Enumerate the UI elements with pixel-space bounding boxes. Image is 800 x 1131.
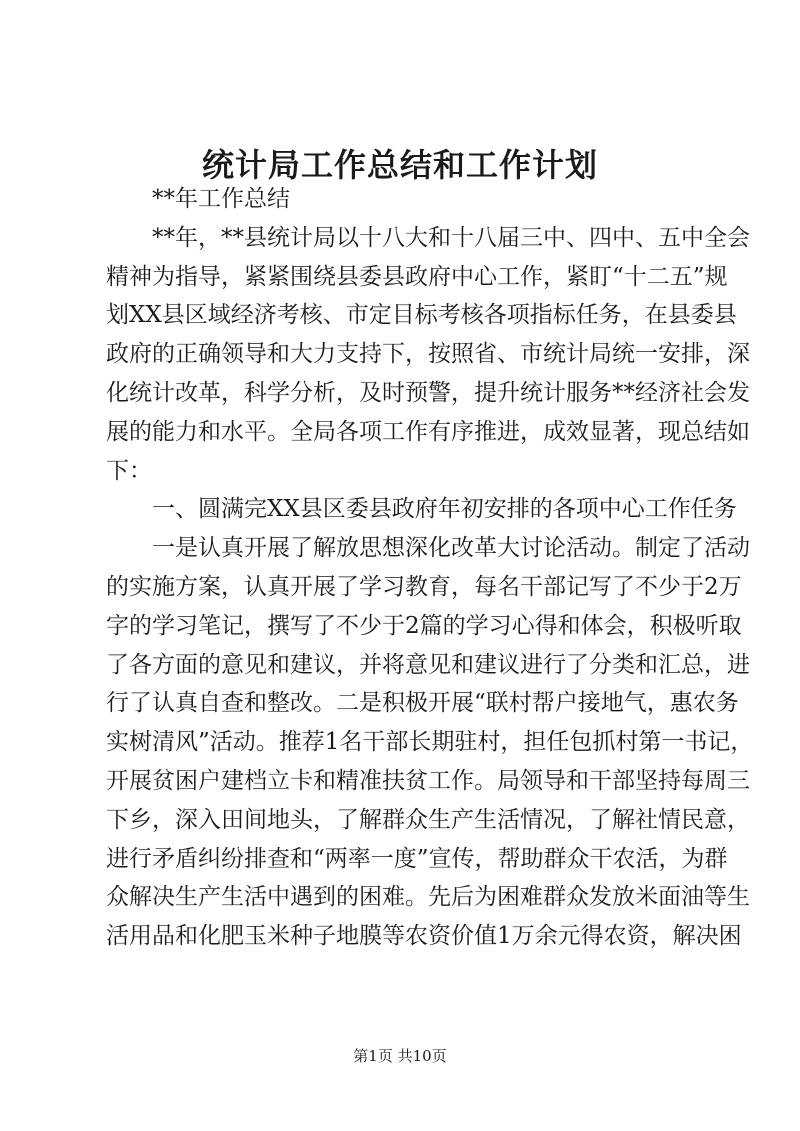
- page-footer: 第1页 共10页: [353, 1047, 447, 1065]
- text-line: **年，**县统计局以十八大和十八届三中、四中、五中全会: [152, 224, 750, 251]
- text-line: 一是认真开展了解放思想深化改革大讨论活动。制定了活动: [152, 535, 750, 562]
- text-line: 了各方面的意见和建议，并将意见和建议进行了分类和汇总，进: [106, 651, 750, 678]
- text-line: 行了认真自查和整改。二是积极开展“联村帮户接地气，惠农务: [106, 690, 739, 717]
- text-line: 实树清风”活动。推荐1名干部长期驻村，担任包抓村第一书记，: [106, 729, 754, 756]
- text-line: 政府的正确领导和大力支持下，按照省、市统计局统一安排，深: [106, 341, 750, 368]
- text-line: 精神为指导，紧紧围绕县委县政府中心工作，紧盯“十二五”规: [106, 263, 728, 290]
- text-line: 展的能力和水平。全局各项工作有序推进，成效显著，现总结如: [106, 418, 750, 445]
- text-line: 的实施方案，认真开展了学习教育，每名干部记写了不少于2万: [106, 573, 742, 600]
- text-line: 一、圆满完XX县区委县政府年初安排的各项中心工作任务: [152, 496, 737, 523]
- text-line: 字的学习笔记，撰写了不少于2篇的学习心得和体会，积极听取: [106, 612, 742, 639]
- text-line: 下：: [106, 457, 152, 484]
- text-line: 开展贫困户建档立卡和精准扶贫工作。局领导和干部坚持每周三: [106, 767, 750, 794]
- text-line: 众解决生产生活中遇到的困难。先后为困难群众发放米面油等生: [106, 884, 750, 911]
- document-title: 统计局工作总结和工作计划: [201, 146, 598, 184]
- text-line: **年工作总结: [152, 186, 290, 212]
- text-line: 活用品和化肥玉米种子地膜等农资价值1万余元得农资，解决困: [106, 923, 742, 950]
- text-line: 划XX县区域经济考核、市定目标考核各项指标任务，在县委县: [106, 302, 737, 329]
- text-line: 进行矛盾纠纷排查和“两率一度”宣传，帮助群众干农活，为群: [106, 845, 728, 872]
- text-line: 化统计改革，科学分析，及时预警，提升统计服务**经济社会发: [106, 379, 750, 406]
- document-body: [106, 180, 754, 956]
- text-line: 下乡，深入田间地头，了解群众生产生活情况，了解社情民意，: [106, 806, 750, 833]
